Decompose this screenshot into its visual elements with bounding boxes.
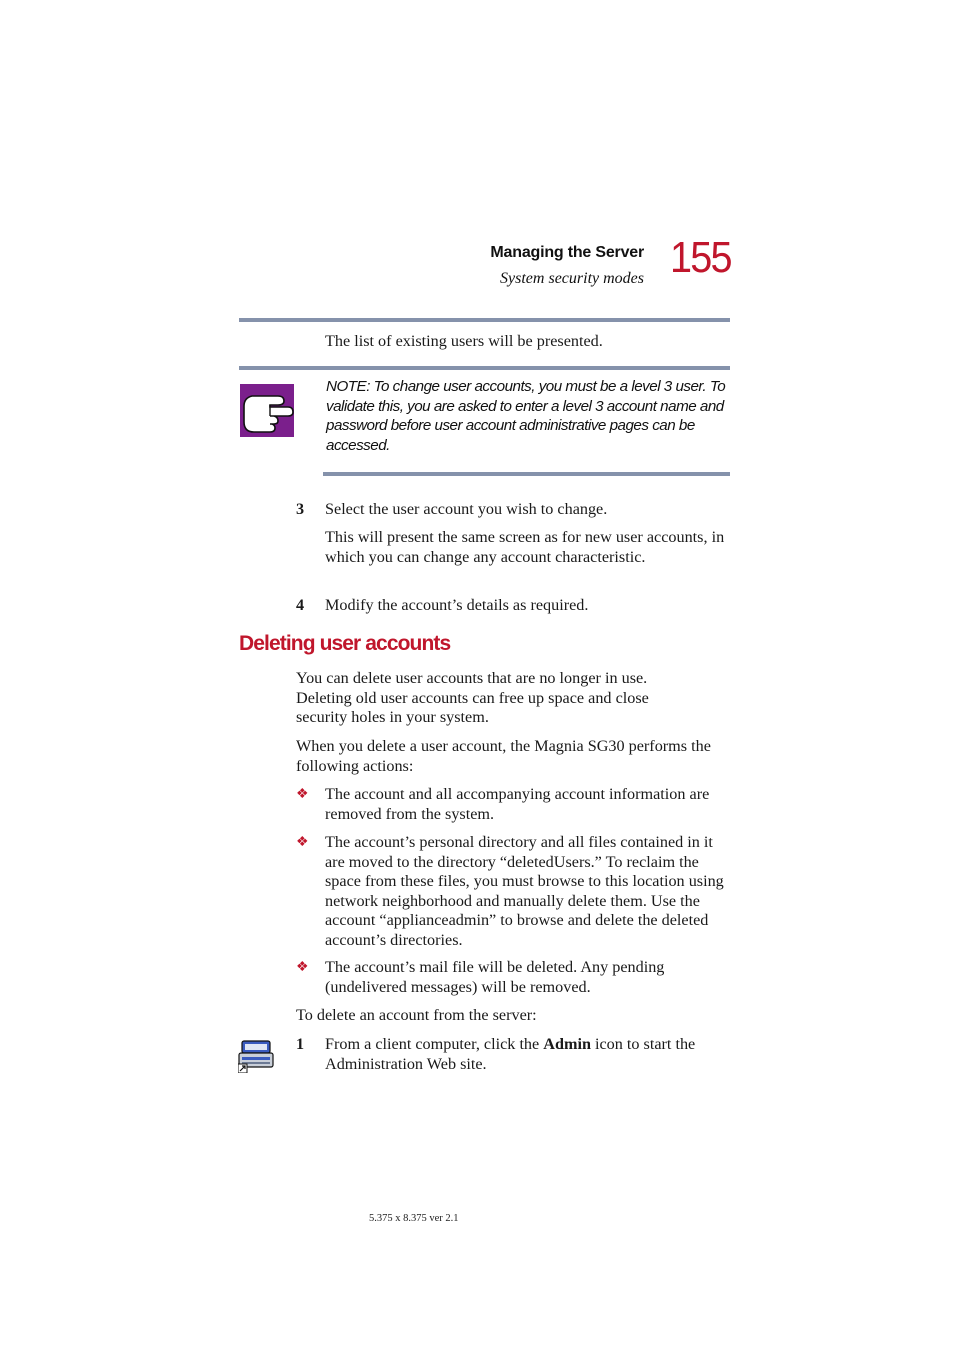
step-text: Select the user account you wish to change. [325,500,608,518]
step-number: 3 [296,500,305,518]
top-rule [239,318,730,322]
paragraph: You can delete user accounts that are no longer in use. Deleting old user accounts can free up space and close security holes in your system. [296,669,649,726]
step-number: 4 [296,596,305,614]
paragraph: When you delete a user account, the Magnia SG30 performs the following actions: [296,737,711,775]
pointing-hand-icon [240,384,294,437]
bullet-icon: ❖ [296,787,309,802]
note-text: NOTE: To change user accounts, you must be a level 3 user. To validate this, you are asked to enter a level 3 account name and password before user account administrative pages can be accessed. [326,378,726,454]
step-detail: This will present the same screen as for new user accounts, in which you can change any account characteristic. [325,528,725,566]
bullet-icon: ❖ [296,835,309,850]
step-text-part: From a client computer, click the [325,1035,544,1053]
step-text [325,1035,735,1074]
admin-computer-icon [238,1039,274,1073]
step-text: Modify the account’s details as required. [325,596,589,614]
bullet-text: The account’s personal directory and all files contained in it are moved to the directory “deletedUsers.” To reclaim the space from these files, you must browse to this location using network neighborhood and manually delete them. Use the account “applianceadmin” to browse and delete the deleted account’s directories. [325,833,724,949]
step-number: 1 [296,1035,305,1053]
bullet-icon: ❖ [296,960,309,975]
step-text-part: icon to start the Administration Web site. [325,1035,696,1073]
bullet-text: The account and all accompanying account information are removed from the system. [325,785,710,823]
chapter-title: Managing the Server [490,244,644,261]
paragraph: To delete an account from the server: [296,1006,537,1024]
note-bottom-rule [323,472,730,476]
bullet-text: The account’s mail file will be deleted. Any pending (undelivered messages) will be removed. [325,958,665,996]
admin-term: Admin [543,1035,591,1053]
section-heading: Deleting user accounts [239,632,451,655]
note-top-rule [239,366,730,370]
footer-version: 5.375 x 8.375 ver 2.1 [369,1213,459,1224]
intro-line: The list of existing users will be presented. [325,332,603,350]
page-number: 155 [670,233,731,282]
section-title: System security modes [500,270,644,287]
